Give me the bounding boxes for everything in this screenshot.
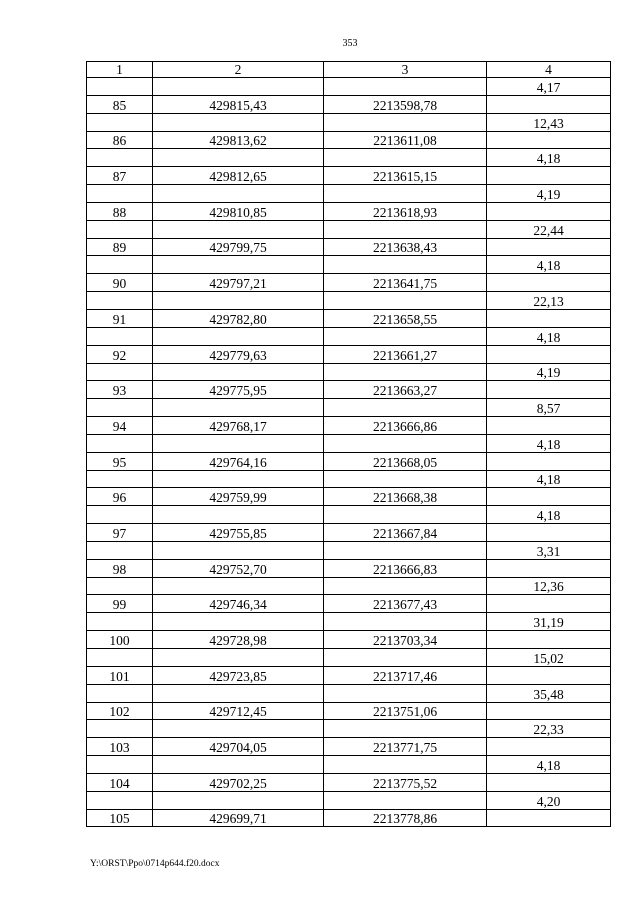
- distance-cell: 4,18: [487, 506, 611, 524]
- table-row: [87, 202, 611, 220]
- table-body: [87, 78, 611, 827]
- point-number-cell: 101: [87, 666, 153, 684]
- y-coordinate-cell: [324, 756, 487, 774]
- y-coordinate-cell: [324, 684, 487, 702]
- y-coordinate-cell: 2213667,84: [324, 524, 487, 542]
- table-row: [87, 167, 611, 185]
- point-number-cell: 86: [87, 131, 153, 149]
- point-number-cell: [87, 613, 153, 631]
- x-coordinate-cell: 429779,63: [153, 345, 324, 363]
- header-col-4: 4: [487, 62, 611, 78]
- x-coordinate-cell: [153, 684, 324, 702]
- y-coordinate-cell: [324, 649, 487, 667]
- y-coordinate-cell: [324, 185, 487, 203]
- point-number-cell: [87, 470, 153, 488]
- distance-cell: 4,18: [487, 434, 611, 452]
- distance-cell: 4,19: [487, 185, 611, 203]
- table-row: [87, 791, 611, 809]
- point-number-cell: 100: [87, 631, 153, 649]
- point-number-cell: 87: [87, 167, 153, 185]
- point-number-cell: [87, 541, 153, 559]
- y-coordinate-cell: 2213618,93: [324, 202, 487, 220]
- table-row: [87, 524, 611, 542]
- table-row: [87, 345, 611, 363]
- distance-cell: 4,18: [487, 256, 611, 274]
- x-coordinate-cell: 429810,85: [153, 202, 324, 220]
- table-row: [87, 238, 611, 256]
- point-number-cell: [87, 327, 153, 345]
- x-coordinate-cell: [153, 363, 324, 381]
- point-number-cell: [87, 220, 153, 238]
- y-coordinate-cell: [324, 292, 487, 310]
- y-coordinate-cell: [324, 720, 487, 738]
- table-row: [87, 417, 611, 435]
- table-row: [87, 666, 611, 684]
- table-row: [87, 434, 611, 452]
- table-row: [87, 738, 611, 756]
- distance-cell: [487, 309, 611, 327]
- header-col-3: 3: [324, 62, 487, 78]
- x-coordinate-cell: [153, 791, 324, 809]
- table-row: [87, 809, 611, 827]
- x-coordinate-cell: [153, 470, 324, 488]
- y-coordinate-cell: [324, 220, 487, 238]
- distance-cell: [487, 773, 611, 791]
- distance-cell: 3,31: [487, 541, 611, 559]
- y-coordinate-cell: 2213775,52: [324, 773, 487, 791]
- x-coordinate-cell: [153, 292, 324, 310]
- point-number-cell: 94: [87, 417, 153, 435]
- table-row: [87, 363, 611, 381]
- table-row: [87, 274, 611, 292]
- y-coordinate-cell: 2213663,27: [324, 381, 487, 399]
- distance-cell: [487, 131, 611, 149]
- footer-file-path: Y:\ORST\Ppo\0714p644.f20.docx: [90, 859, 220, 869]
- point-number-cell: [87, 720, 153, 738]
- y-coordinate-cell: [324, 363, 487, 381]
- distance-cell: [487, 452, 611, 470]
- point-number-cell: [87, 185, 153, 203]
- header-col-2: 2: [153, 62, 324, 78]
- point-number-cell: [87, 684, 153, 702]
- table-row: [87, 78, 611, 96]
- distance-cell: [487, 345, 611, 363]
- x-coordinate-cell: 429746,34: [153, 595, 324, 613]
- point-number-cell: [87, 256, 153, 274]
- point-number-cell: 102: [87, 702, 153, 720]
- point-number-cell: [87, 506, 153, 524]
- y-coordinate-cell: 2213771,75: [324, 738, 487, 756]
- page-number: 353: [342, 38, 358, 49]
- table-row: [87, 95, 611, 113]
- table-row: [87, 756, 611, 774]
- distance-cell: [487, 809, 611, 827]
- x-coordinate-cell: 429702,25: [153, 773, 324, 791]
- y-coordinate-cell: [324, 256, 487, 274]
- y-coordinate-cell: 2213598,78: [324, 95, 487, 113]
- y-coordinate-cell: 2213615,15: [324, 167, 487, 185]
- y-coordinate-cell: 2213666,86: [324, 417, 487, 435]
- point-number-cell: 89: [87, 238, 153, 256]
- x-coordinate-cell: [153, 327, 324, 345]
- x-coordinate-cell: [153, 506, 324, 524]
- table-row: [87, 649, 611, 667]
- table-row: [87, 149, 611, 167]
- point-number-cell: [87, 292, 153, 310]
- point-number-cell: 97: [87, 524, 153, 542]
- distance-cell: 15,02: [487, 649, 611, 667]
- x-coordinate-cell: [153, 577, 324, 595]
- table-row: [87, 131, 611, 149]
- x-coordinate-cell: 429723,85: [153, 666, 324, 684]
- table-header: [87, 62, 611, 78]
- x-coordinate-cell: [153, 78, 324, 96]
- y-coordinate-cell: [324, 78, 487, 96]
- table-row: [87, 702, 611, 720]
- x-coordinate-cell: 429752,70: [153, 559, 324, 577]
- y-coordinate-cell: [324, 613, 487, 631]
- point-number-cell: [87, 649, 153, 667]
- distance-cell: [487, 666, 611, 684]
- x-coordinate-cell: [153, 220, 324, 238]
- distance-cell: 4,18: [487, 470, 611, 488]
- point-number-cell: 103: [87, 738, 153, 756]
- distance-cell: [487, 167, 611, 185]
- distance-cell: [487, 738, 611, 756]
- table-row: [87, 577, 611, 595]
- y-coordinate-cell: 2213668,38: [324, 488, 487, 506]
- x-coordinate-cell: 429764,16: [153, 452, 324, 470]
- distance-cell: 4,18: [487, 149, 611, 167]
- distance-cell: 4,18: [487, 327, 611, 345]
- table-row: [87, 595, 611, 613]
- x-coordinate-cell: [153, 434, 324, 452]
- table-row: [87, 381, 611, 399]
- distance-cell: 4,19: [487, 363, 611, 381]
- point-number-cell: 95: [87, 452, 153, 470]
- x-coordinate-cell: [153, 113, 324, 131]
- distance-cell: [487, 274, 611, 292]
- x-coordinate-cell: 429755,85: [153, 524, 324, 542]
- distance-cell: 35,48: [487, 684, 611, 702]
- point-number-cell: [87, 113, 153, 131]
- table-row: [87, 327, 611, 345]
- x-coordinate-cell: 429704,05: [153, 738, 324, 756]
- x-coordinate-cell: 429797,21: [153, 274, 324, 292]
- y-coordinate-cell: 2213677,43: [324, 595, 487, 613]
- point-number-cell: 104: [87, 773, 153, 791]
- y-coordinate-cell: 2213666,83: [324, 559, 487, 577]
- x-coordinate-cell: [153, 149, 324, 167]
- point-number-cell: 92: [87, 345, 153, 363]
- y-coordinate-cell: [324, 541, 487, 559]
- distance-cell: [487, 488, 611, 506]
- table-row: [87, 452, 611, 470]
- x-coordinate-cell: 429815,43: [153, 95, 324, 113]
- table-row: [87, 256, 611, 274]
- table-row: [87, 506, 611, 524]
- distance-cell: [487, 631, 611, 649]
- x-coordinate-cell: 429728,98: [153, 631, 324, 649]
- table-row: [87, 541, 611, 559]
- point-number-cell: 91: [87, 309, 153, 327]
- distance-cell: 31,19: [487, 613, 611, 631]
- y-coordinate-cell: 2213778,86: [324, 809, 487, 827]
- distance-cell: 22,44: [487, 220, 611, 238]
- y-coordinate-cell: 2213638,43: [324, 238, 487, 256]
- x-coordinate-cell: 429759,99: [153, 488, 324, 506]
- y-coordinate-cell: [324, 327, 487, 345]
- point-number-cell: 85: [87, 95, 153, 113]
- distance-cell: 22,13: [487, 292, 611, 310]
- distance-cell: 8,57: [487, 399, 611, 417]
- table-row: [87, 399, 611, 417]
- point-number-cell: 96: [87, 488, 153, 506]
- point-number-cell: [87, 149, 153, 167]
- distance-cell: [487, 702, 611, 720]
- distance-cell: [487, 417, 611, 435]
- x-coordinate-cell: [153, 541, 324, 559]
- x-coordinate-cell: 429782,80: [153, 309, 324, 327]
- distance-cell: [487, 202, 611, 220]
- point-number-cell: [87, 78, 153, 96]
- y-coordinate-cell: [324, 434, 487, 452]
- x-coordinate-cell: [153, 756, 324, 774]
- x-coordinate-cell: 429699,71: [153, 809, 324, 827]
- y-coordinate-cell: 2213703,34: [324, 631, 487, 649]
- x-coordinate-cell: 429712,45: [153, 702, 324, 720]
- point-number-cell: 98: [87, 559, 153, 577]
- x-coordinate-cell: 429813,62: [153, 131, 324, 149]
- point-number-cell: [87, 399, 153, 417]
- point-number-cell: 93: [87, 381, 153, 399]
- y-coordinate-cell: 2213641,75: [324, 274, 487, 292]
- distance-cell: [487, 238, 611, 256]
- y-coordinate-cell: 2213717,46: [324, 666, 487, 684]
- y-coordinate-cell: [324, 149, 487, 167]
- table-row: [87, 488, 611, 506]
- table-row: [87, 613, 611, 631]
- table-row: [87, 720, 611, 738]
- distance-cell: 12,36: [487, 577, 611, 595]
- x-coordinate-cell: [153, 256, 324, 274]
- table-row: [87, 470, 611, 488]
- y-coordinate-cell: 2213611,08: [324, 131, 487, 149]
- header-col-1: 1: [87, 62, 153, 78]
- header-row: [87, 62, 611, 78]
- distance-cell: 4,17: [487, 78, 611, 96]
- distance-cell: [487, 95, 611, 113]
- table-row: [87, 631, 611, 649]
- table-row: [87, 684, 611, 702]
- distance-cell: 4,18: [487, 756, 611, 774]
- distance-cell: [487, 559, 611, 577]
- coordinates-table: [86, 61, 611, 827]
- table-row: [87, 185, 611, 203]
- x-coordinate-cell: [153, 399, 324, 417]
- table-row: [87, 220, 611, 238]
- x-coordinate-cell: 429775,95: [153, 381, 324, 399]
- point-number-cell: 90: [87, 274, 153, 292]
- point-number-cell: [87, 756, 153, 774]
- point-number-cell: [87, 577, 153, 595]
- distance-cell: 4,20: [487, 791, 611, 809]
- y-coordinate-cell: [324, 791, 487, 809]
- point-number-cell: [87, 791, 153, 809]
- distance-cell: 22,33: [487, 720, 611, 738]
- point-number-cell: 105: [87, 809, 153, 827]
- y-coordinate-cell: [324, 577, 487, 595]
- y-coordinate-cell: 2213751,06: [324, 702, 487, 720]
- y-coordinate-cell: [324, 470, 487, 488]
- y-coordinate-cell: [324, 399, 487, 417]
- point-number-cell: [87, 363, 153, 381]
- x-coordinate-cell: [153, 613, 324, 631]
- distance-cell: [487, 595, 611, 613]
- table-row: [87, 292, 611, 310]
- y-coordinate-cell: 2213658,55: [324, 309, 487, 327]
- y-coordinate-cell: [324, 506, 487, 524]
- point-number-cell: [87, 434, 153, 452]
- x-coordinate-cell: 429799,75: [153, 238, 324, 256]
- point-number-cell: 99: [87, 595, 153, 613]
- y-coordinate-cell: [324, 113, 487, 131]
- table-row: [87, 113, 611, 131]
- distance-cell: [487, 381, 611, 399]
- x-coordinate-cell: 429768,17: [153, 417, 324, 435]
- x-coordinate-cell: [153, 185, 324, 203]
- distance-cell: 12,43: [487, 113, 611, 131]
- table-row: [87, 773, 611, 791]
- y-coordinate-cell: 2213668,05: [324, 452, 487, 470]
- x-coordinate-cell: [153, 720, 324, 738]
- x-coordinate-cell: 429812,65: [153, 167, 324, 185]
- table-row: [87, 309, 611, 327]
- distance-cell: [487, 524, 611, 542]
- y-coordinate-cell: 2213661,27: [324, 345, 487, 363]
- point-number-cell: 88: [87, 202, 153, 220]
- table-row: [87, 559, 611, 577]
- x-coordinate-cell: [153, 649, 324, 667]
